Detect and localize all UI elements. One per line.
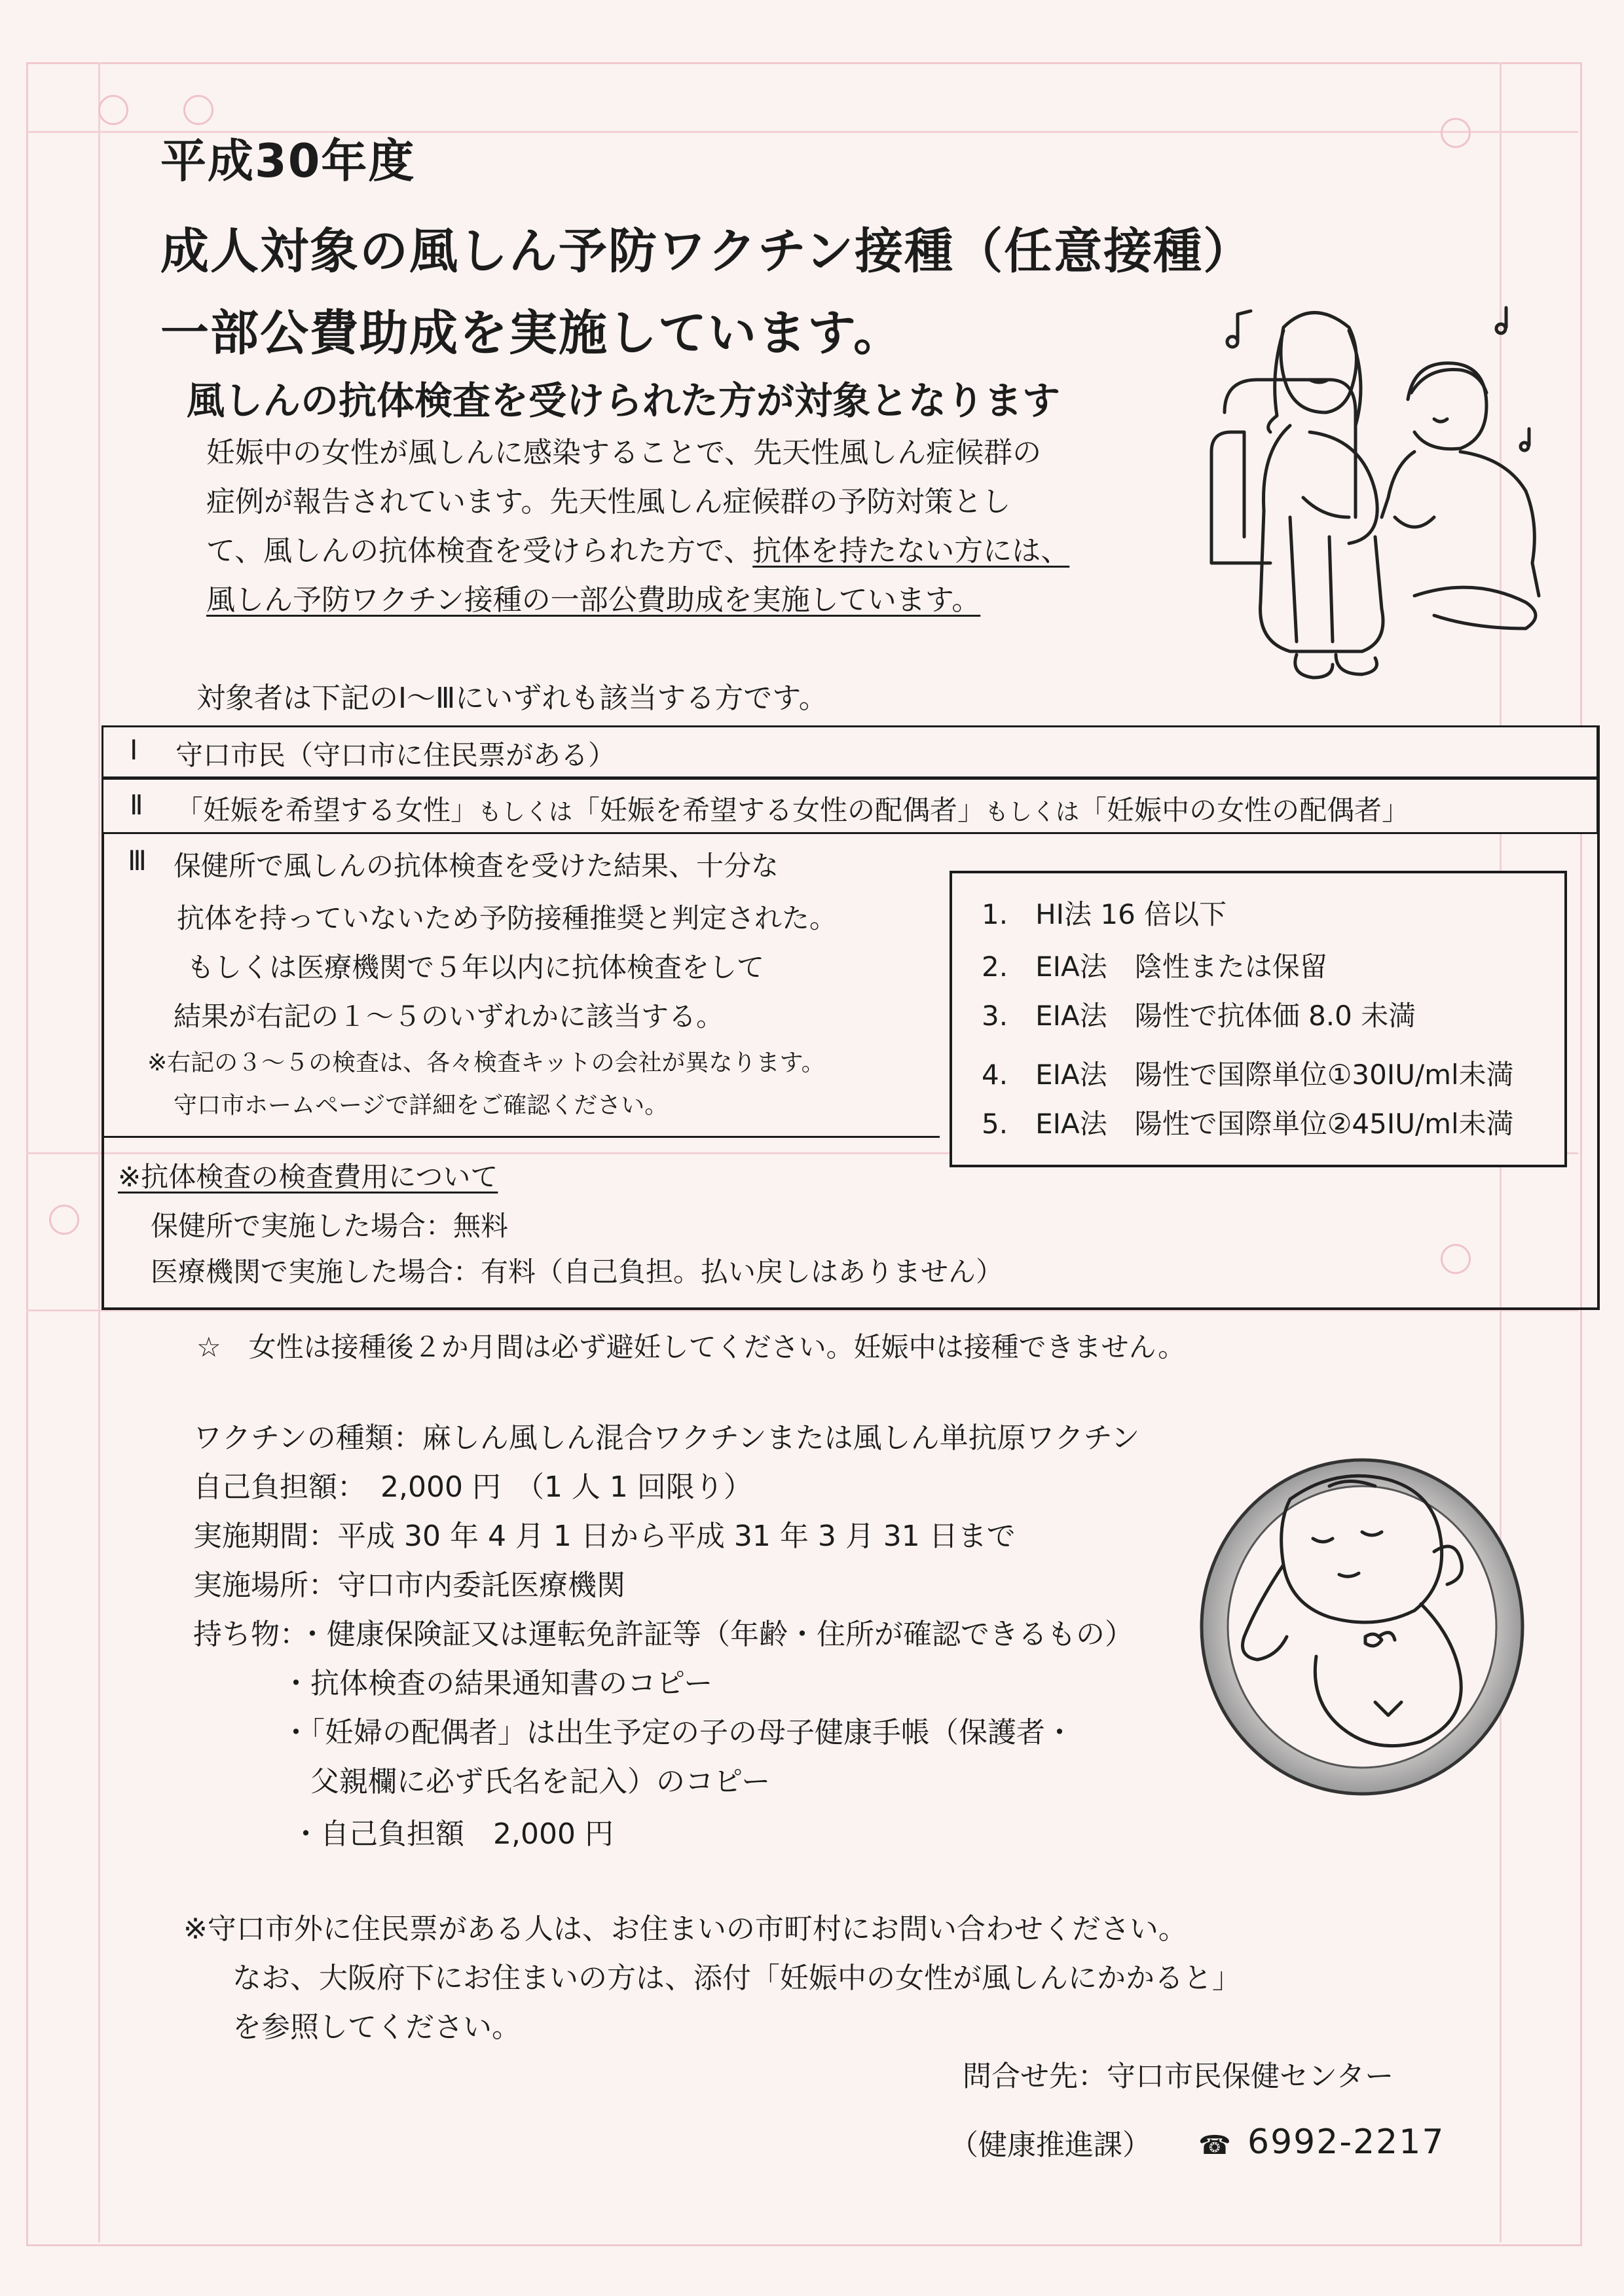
- test-cost-medical: 医療機関で実施した場合：有料（自己負担。払い戻しはありません）: [151, 1256, 1004, 1288]
- ghost-circle: [183, 95, 213, 125]
- criterion-3-line3: もしくは医療機関で５年以内に抗体検査をして: [187, 951, 765, 983]
- belongings-item: ・抗体検査の結果通知書のコピー: [282, 1667, 713, 1700]
- condition-item: 2. EIA法 陰性または保留: [982, 951, 1327, 983]
- criterion-num: Ⅲ: [128, 845, 147, 877]
- condition-item: 3. EIA法 陽性で抗体価 8.0 未満: [982, 1000, 1416, 1032]
- belongings-item: ・自己負担額 2,000 円: [291, 1817, 614, 1851]
- condition-item: 5. EIA法 陽性で国際単位②45IU/ml未満: [982, 1108, 1514, 1140]
- intro-line-3: [206, 527, 1069, 575]
- eligibility-lead: 対象者は下記のⅠ～Ⅲにいずれも該当する方です。: [196, 682, 828, 715]
- intro-line-4: 風しん予防ワクチン接種の一部公費助成を実施しています。: [206, 583, 981, 617]
- test-cost-health-center: 保健所で実施した場合：無料: [151, 1210, 509, 1242]
- osaka-note-cont: を参照してください。: [232, 2011, 521, 2044]
- non-resident-note: ※守口市外に住民票がある人は、お住まいの市町村にお問い合わせください。: [183, 1912, 1187, 1946]
- belongings-label: 持ち物：: [193, 1618, 308, 1651]
- criterion-3-line1: 保健所で風しんの抗体検査を受けた結果、十分な: [174, 850, 779, 882]
- contact-label: 問合せ先：守口市民保健センター: [963, 2060, 1394, 2093]
- pregnant-couple-illustration: [1198, 301, 1552, 687]
- criterion-text: 守口市民（守口市に住民票がある）: [175, 739, 616, 771]
- criterion-part: 「妊娠を希望する女性の配偶者」: [572, 794, 986, 826]
- intro-emphasis: 抗体を持たない方には、: [752, 534, 1070, 568]
- belongings-item: ・「妊婦の配偶者」は出生予定の子の母子健康手帳（保護者・: [282, 1716, 1074, 1749]
- belongings-item: 父親欄に必ず氏名を記入）のコピー: [282, 1765, 771, 1798]
- osaka-note: なお、大阪府下にお住まいの方は、添付「妊娠中の女性が風しんにかかると」: [232, 1961, 1241, 1995]
- sleeping-baby-illustration: [1179, 1440, 1545, 1807]
- main-title: 成人対象の風しん予防ワクチン接種（任意接種）: [160, 223, 1253, 280]
- page-subtitle: 風しんの抗体検査を受けられた方が対象となります: [187, 378, 1061, 423]
- criterion-3-line4: 結果が右記の１～５のいずれかに該当する。: [174, 1000, 724, 1032]
- implementation-place: 実施場所：守口市内委託医療機関: [193, 1569, 625, 1602]
- ghost-circle: [49, 1205, 79, 1235]
- criterion-3-note1: ※右記の３～５の検査は、各々検査キットの会社が異なります。: [147, 1049, 825, 1076]
- criterion-num: Ⅰ: [130, 734, 138, 766]
- criterion-3-note2: 守口市ホームページで詳細をご確認ください。: [174, 1092, 669, 1119]
- main-title-line2: 一部公費助成を実施しています。: [160, 305, 904, 361]
- intro-line-1: 妊娠中の女性が風しんに感染することで、先天性風しん症候群の: [206, 436, 1042, 469]
- phone-icon: ☎: [1198, 2130, 1231, 2160]
- condition-item: 1. HI法 16 倍以下: [982, 898, 1227, 930]
- intro-line-2: 症例が報告されています。先天性風しん症候群の予防対策とし: [206, 485, 1011, 519]
- implementation-period: 実施期間：平成 30 年 4 月 1 日から平成 31 年 3 月 31 日まで: [193, 1520, 1016, 1553]
- ghost-circle: [1441, 118, 1471, 148]
- criterion-part: 「妊娠中の女性の配偶者」: [1079, 794, 1410, 826]
- belongings-item: ・健康保険証又は運転免許証等（年齢・住所が確認できるもの）: [298, 1618, 1134, 1651]
- criterion-row-1: [101, 725, 1598, 778]
- phone-number: 6992-2217: [1247, 2123, 1445, 2162]
- ghost-circle: [98, 95, 128, 125]
- criterion-or: もしくは: [478, 799, 573, 826]
- year-title: 平成30年度: [160, 134, 416, 188]
- self-pay-amount: 自己負担額： 2,000 円 （1 人 1 回限り）: [193, 1470, 752, 1504]
- criterion-part: 「妊娠を希望する女性」: [175, 794, 479, 826]
- condition-item: 4. EIA法 陽性で国際単位①30IU/ml未満: [982, 1059, 1514, 1091]
- pregnancy-warning: ☆ 女性は接種後２か月間は必ず避妊してください。妊娠中は接種できません。: [196, 1331, 1186, 1363]
- ghost-line: [98, 62, 100, 2242]
- criterion-text: [175, 789, 1409, 828]
- criterion-num: Ⅱ: [130, 789, 143, 821]
- criterion-or: もしくは: [985, 799, 1080, 826]
- department: （健康推進課）: [950, 2128, 1151, 2162]
- criterion-3-bottom-rule: [101, 1136, 940, 1138]
- test-cost-heading: ※抗体検査の検査費用について: [118, 1161, 498, 1193]
- antibody-conditions-box: [950, 871, 1567, 1167]
- criterion-3-line2: 抗体を持っていないため予防接種推奨と判定された。: [177, 902, 838, 934]
- vaccine-type: ワクチンの種類：麻しん風しん混合ワクチンまたは風しん単抗原ワクチン: [193, 1421, 1140, 1455]
- intro-line-3-text: て、風しんの抗体検査を受けられた方で、: [206, 534, 753, 568]
- criterion-row-2: [101, 778, 1598, 834]
